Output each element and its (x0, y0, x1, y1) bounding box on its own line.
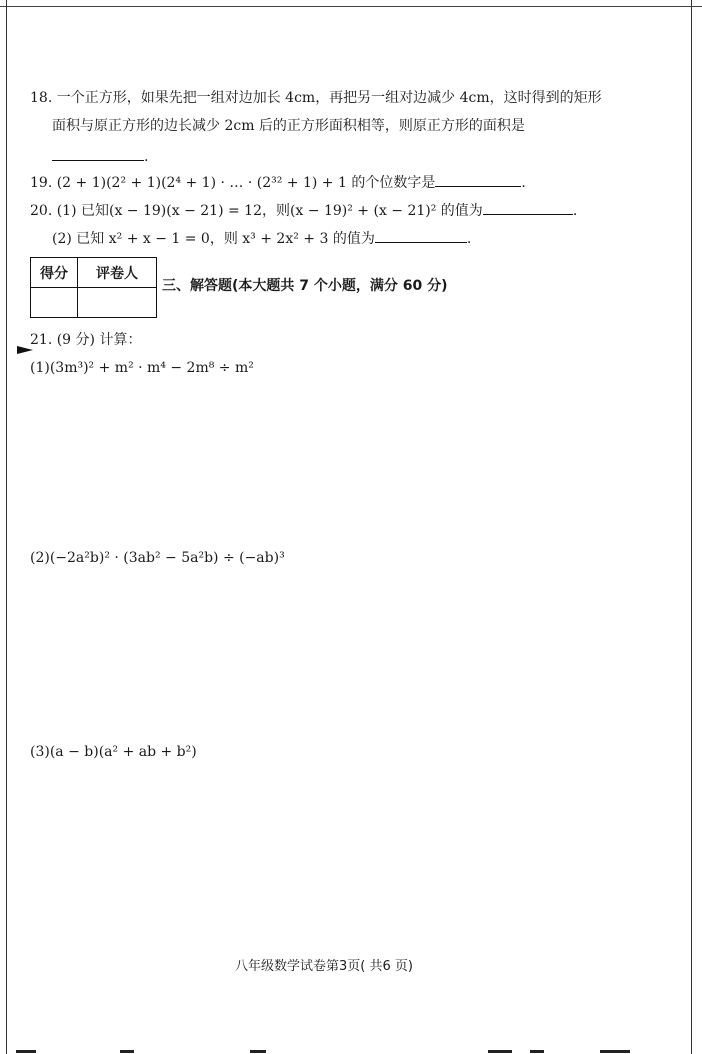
question-18-line-1: 18. 一个正方形，如果先把一组对边加长 4cm，再把另一组对边减少 4cm，这时得到的矩形 (30, 90, 602, 106)
score-header: 得分 (31, 258, 78, 288)
question-21-item-2: (2)(−2a²b)² · (3ab² − 5a²b) ÷ (−ab)³ (30, 550, 285, 566)
question-21-heading: 21. (9 分) 计算： (30, 332, 142, 348)
question-21-item-1: (1)(3m³)² + m² · m⁴ − 2m⁸ ÷ m² (30, 360, 254, 376)
bottom-edge-mark (120, 1050, 134, 1053)
page-footer: 八年级数学试卷第3页( 共6 页) (235, 959, 413, 974)
bottom-edge-mark (600, 1050, 630, 1053)
answer-blank[interactable] (483, 200, 573, 215)
question-19: 19. (2 + 1)(2² + 1)(2⁴ + 1) · … · (2³² + 1) + 1 的个位数字是 . (30, 172, 526, 193)
question-20-part-2: (2) 已知 x² + x − 1 = 0，则 x³ + 2x² + 3 的值为 . (52, 228, 471, 249)
question-18-line-2: 面积与原正方形的边长减少 2cm 后的正方形面积相等，则原正方形的面积是 (52, 118, 525, 134)
page-left-edge (6, 0, 7, 1054)
grader-header: 评卷人 (78, 258, 157, 288)
page-right-edge (691, 0, 692, 1054)
question-18-answer-line: . (52, 146, 148, 167)
section-3-title: 三、解答题(本大题共 7 个小题，满分 60 分) (162, 278, 448, 294)
question-19-text: 19. (2 + 1)(2² + 1)(2⁴ + 1) · … · (2³² + 1) + 1 的个位数字是 (30, 175, 436, 191)
bottom-edge-mark (16, 1050, 36, 1053)
score-cell[interactable] (31, 288, 78, 318)
bottom-edge-mark (250, 1050, 266, 1053)
page-top-edge (0, 0, 702, 7)
answer-blank[interactable] (52, 146, 144, 161)
question-21-item-3: (3)(a − b)(a² + ab + b²) (30, 744, 197, 760)
bottom-edge-mark (488, 1050, 512, 1053)
grader-cell[interactable] (78, 288, 157, 318)
question-20-part-1-text: 20. (1) 已知(x − 19)(x − 21) = 12，则(x − 19)² + (x − 21)² 的值为 (30, 203, 483, 219)
question-20-part-1: 20. (1) 已知(x − 19)(x − 21) = 12，则(x − 19)² + (x − 21)² 的值为 . (30, 200, 577, 221)
answer-blank[interactable] (375, 228, 467, 243)
score-table (30, 257, 157, 318)
bottom-edge-mark (530, 1050, 544, 1053)
answer-blank[interactable] (435, 172, 521, 187)
question-20-part-2-text: (2) 已知 x² + x − 1 = 0，则 x³ + 2x² + 3 的值为 (52, 231, 375, 247)
